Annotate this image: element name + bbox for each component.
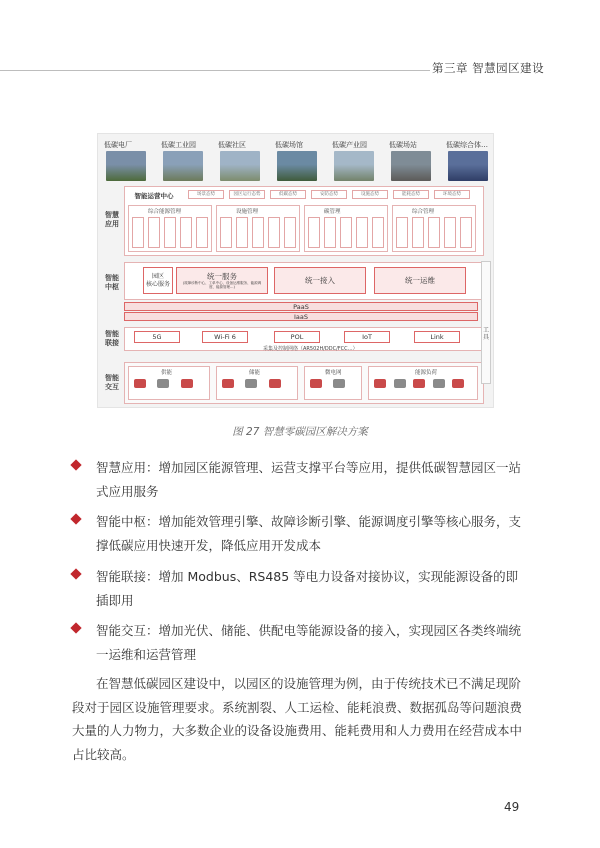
layer-title-hub: 智能 中枢 bbox=[105, 274, 119, 291]
device-icon bbox=[134, 379, 146, 388]
diamond-bullet-icon bbox=[70, 568, 81, 579]
app-module bbox=[164, 217, 176, 248]
app-group-title: 综合能源管理 bbox=[148, 209, 182, 215]
paragraph-line: 段对于园区设施管理要求。系统割裂、人工运检、能耗浪费、数据孤岛等问题浪费 bbox=[72, 699, 523, 715]
app-tab: 场景态势 bbox=[188, 190, 224, 199]
paragraph-line: 占比较高。 bbox=[72, 746, 135, 762]
app-module bbox=[356, 217, 368, 248]
park-core-services: 园区 核心服务 bbox=[143, 267, 173, 294]
unified-service-label: 统一服务 bbox=[207, 271, 237, 281]
chapter-title: 第三章 智慧园区建设 bbox=[432, 61, 545, 75]
device-icon bbox=[157, 379, 169, 388]
bullet-line: 插即用 bbox=[96, 593, 134, 608]
scene-photo bbox=[391, 151, 431, 181]
scene-label: 低碳综合体… bbox=[446, 141, 488, 149]
scene-label: 低碳产业园 bbox=[332, 141, 367, 149]
gateway-label: 采集及控制网络（AR502H/DDC/FCC…） bbox=[263, 346, 358, 352]
app-module bbox=[252, 217, 264, 248]
connect-item: POL bbox=[274, 331, 320, 343]
connect-item: IoT bbox=[344, 331, 390, 343]
device-icon bbox=[222, 379, 234, 388]
app-module bbox=[324, 217, 336, 248]
paragraph-line: 在智慧低碳园区建设中，以园区的设施管理为例，由于传统技术已不满足现阶 bbox=[96, 676, 522, 691]
device-icon bbox=[394, 379, 406, 388]
layer-title-interact: 智能 交互 bbox=[105, 374, 119, 391]
scene-photo bbox=[277, 151, 317, 181]
device-icon bbox=[374, 379, 386, 388]
bullet-item bbox=[72, 619, 532, 667]
layer-title-connect: 智能 联接 bbox=[105, 330, 119, 347]
interact-group-title: 储能 bbox=[249, 370, 261, 376]
scene-label: 低碳场馆 bbox=[275, 141, 303, 149]
page-number: 49 bbox=[504, 800, 520, 814]
bullet-item bbox=[72, 510, 532, 558]
app-module bbox=[308, 217, 320, 248]
app-tab: 能耗态势 bbox=[393, 190, 429, 199]
app-module bbox=[460, 217, 472, 248]
app-module bbox=[148, 217, 160, 248]
device-icon bbox=[310, 379, 322, 388]
device-icon bbox=[269, 379, 281, 388]
app-tab: 环境态势 bbox=[434, 190, 470, 199]
device-icon bbox=[433, 379, 445, 388]
app-module bbox=[412, 217, 424, 248]
iaas-bar: IaaS bbox=[124, 312, 478, 321]
app-module bbox=[132, 217, 144, 248]
ops-center-label: 智能运营中心 bbox=[134, 191, 174, 200]
app-tab: 低碳态势 bbox=[270, 190, 306, 199]
bullet-line: 撑低碳应用快速开发，降低应用开发成本 bbox=[96, 538, 322, 553]
diamond-bullet-icon bbox=[70, 513, 81, 524]
figure-caption: 图 27 智慧零碳园区解决方案 bbox=[232, 426, 368, 438]
device-icon bbox=[181, 379, 193, 388]
scene-label: 低碳社区 bbox=[218, 141, 246, 149]
bullet-line: 式应用服务 bbox=[96, 484, 159, 499]
scene-label: 低碳场站 bbox=[389, 141, 417, 149]
app-module bbox=[268, 217, 280, 248]
connect-item: 5G bbox=[134, 331, 180, 343]
tools-label: 工 具 bbox=[482, 327, 489, 341]
scene-label: 低碳工业园 bbox=[161, 141, 196, 149]
body-paragraph bbox=[72, 672, 536, 766]
app-module bbox=[236, 217, 248, 248]
interact-group-title: 能源负荷 bbox=[415, 370, 438, 376]
app-group-title: 综合管理 bbox=[412, 209, 435, 215]
paragraph-line: 大量的人力物力，大多数企业的设备设施费用、能耗费用和人力费用在经营成本中 bbox=[72, 723, 523, 738]
diamond-bullet-icon bbox=[70, 622, 81, 633]
bullet-line: 智慧应用：增加园区能源管理、运营支撑平台等应用，提供低碳智慧园区一站 bbox=[96, 460, 522, 475]
unified-ops-box: 统一运维 bbox=[374, 267, 466, 294]
paas-bar: PaaS bbox=[124, 302, 478, 311]
app-module bbox=[196, 217, 208, 248]
diamond-bullet-icon bbox=[70, 459, 81, 470]
bullet-line: 智能交互：增加光伏、储能、供配电等能源设备的接入，实现园区各类终端统 bbox=[96, 623, 522, 638]
interact-group-title: 微电网 bbox=[325, 370, 342, 376]
app-tab: 设施态势 bbox=[352, 190, 388, 199]
app-module bbox=[396, 217, 408, 248]
connect-item: Wi-Fi 6 bbox=[202, 331, 248, 343]
app-module bbox=[340, 217, 352, 248]
app-module bbox=[428, 217, 440, 248]
app-module bbox=[220, 217, 232, 248]
scene-label: 低碳电厂 bbox=[104, 141, 132, 149]
unified-access-box: 统一接入 bbox=[274, 267, 366, 294]
scene-photo bbox=[106, 151, 146, 181]
app-group-title: 设施管理 bbox=[236, 209, 259, 215]
app-group-title: 碳管理 bbox=[324, 209, 341, 215]
bullet-item bbox=[72, 565, 532, 613]
bullet-line: 一运维和运营管理 bbox=[96, 647, 197, 662]
device-icon bbox=[333, 379, 345, 388]
unified-service-sub: (故障诊断中心、工单中心、设备运维服务、能源调度、能源管理…) bbox=[182, 280, 262, 289]
device-icon bbox=[452, 379, 464, 388]
solution-diagram bbox=[97, 133, 494, 408]
unified-service-box bbox=[176, 267, 268, 294]
bullet-item bbox=[72, 456, 532, 504]
header-rule bbox=[0, 70, 430, 71]
bullet-line: 智能中枢：增加能效管理引擎、故障诊断引擎、能源调度引擎等核心服务，支 bbox=[96, 514, 522, 529]
app-module bbox=[444, 217, 456, 248]
app-module bbox=[284, 217, 296, 248]
device-icon bbox=[413, 379, 425, 388]
bullet-line: 智能联接：增加 Modbus、RS485 等电力设备对接协议，实现能源设备的即 bbox=[96, 569, 519, 584]
device-icon bbox=[245, 379, 257, 388]
scene-photo bbox=[334, 151, 374, 181]
app-tab: 安防态势 bbox=[311, 190, 347, 199]
connect-item: Link bbox=[414, 331, 460, 343]
scene-photo bbox=[448, 151, 488, 181]
scene-photo bbox=[163, 151, 203, 181]
tools-column bbox=[481, 261, 491, 384]
layer-title-app: 智慧 应用 bbox=[105, 211, 119, 228]
scene-photo bbox=[220, 151, 260, 181]
interact-group-title: 供能 bbox=[161, 370, 173, 376]
app-tab: 园区运行态势 bbox=[229, 190, 265, 199]
app-module bbox=[372, 217, 384, 248]
app-module bbox=[180, 217, 192, 248]
